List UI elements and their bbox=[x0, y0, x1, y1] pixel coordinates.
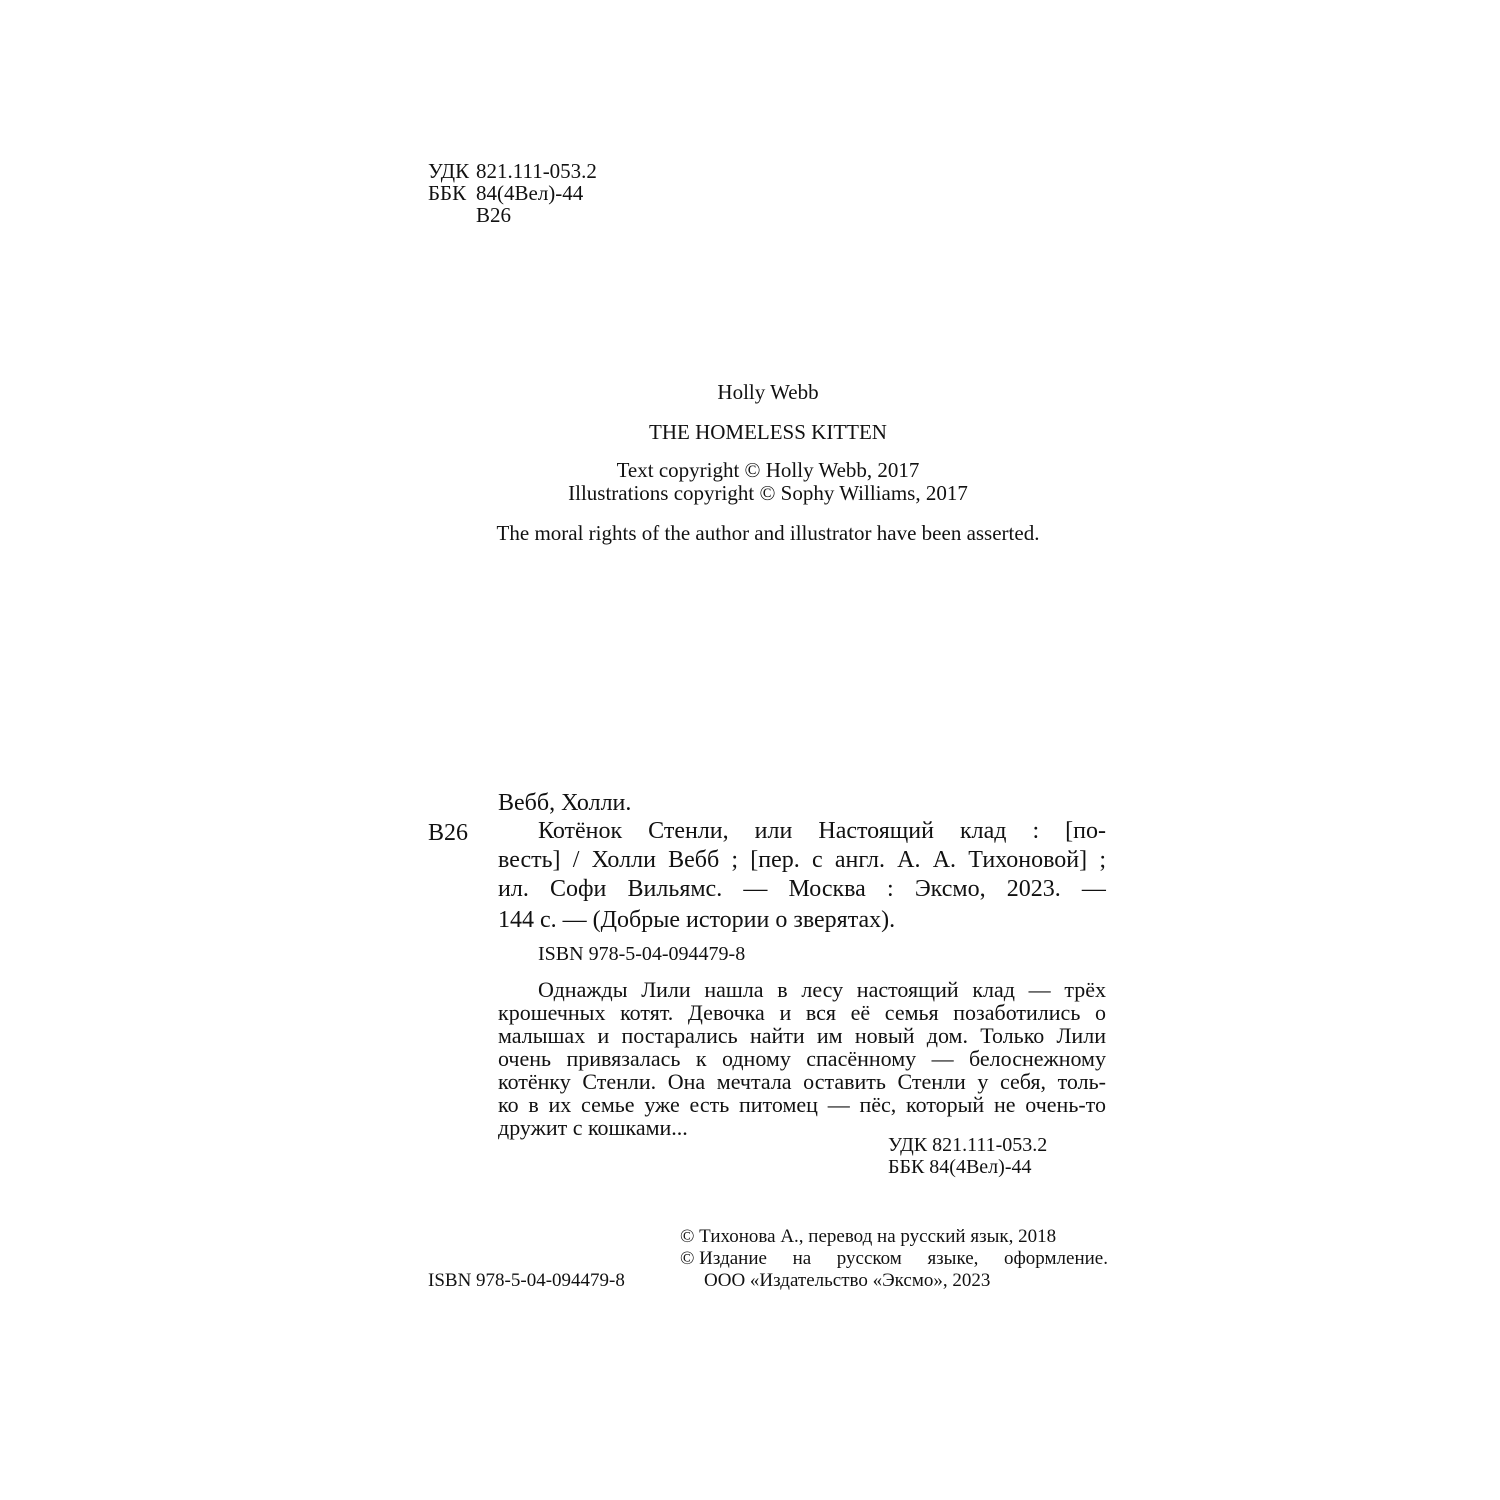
bbk-value: 84(4Вел)-44 bbox=[476, 181, 584, 205]
annotation-word: не bbox=[993, 1092, 1016, 1117]
udk-label: УДК bbox=[428, 159, 470, 183]
catalog-description-word: ; bbox=[731, 847, 739, 873]
catalog-description-word: / bbox=[572, 847, 580, 873]
annotation-word: привязалась bbox=[566, 1046, 681, 1071]
annotation-word: Лили bbox=[1056, 1023, 1106, 1048]
text-copyright: Text copyright © Holly Webb, 2017 bbox=[616, 458, 920, 482]
annotation-word: Девочка bbox=[687, 1000, 765, 1025]
annotation-word: — bbox=[1028, 977, 1051, 1002]
annotation-word: её bbox=[850, 1000, 871, 1025]
translation-copyright: © Тихонова А., перевод на русский язык, 2018 bbox=[680, 1226, 1057, 1247]
annotation-word: к bbox=[695, 1046, 707, 1071]
catalog-description-word: Москва bbox=[788, 876, 866, 902]
original-author: Holly Webb bbox=[717, 380, 819, 404]
illustrations-copyright: Illustrations copyright © Sophy Williams, 2017 bbox=[568, 481, 968, 505]
annotation-word: малышах bbox=[498, 1023, 586, 1048]
catalog-description-line bbox=[538, 818, 1106, 845]
bbk-line bbox=[428, 182, 597, 204]
catalog-author-mark: В26 bbox=[428, 820, 469, 846]
annotation-word: нашла bbox=[704, 977, 764, 1002]
annotation-word: клад bbox=[972, 977, 1015, 1002]
edition-copyright-word: на bbox=[792, 1248, 812, 1269]
annotation-word: у bbox=[977, 1069, 989, 1094]
annotation-word: семье bbox=[581, 1092, 635, 1117]
catalog-description-word: : bbox=[887, 876, 894, 902]
edition-copyright-word: © Издание bbox=[680, 1248, 767, 1269]
original-title: THE HOMELESS KITTEN bbox=[649, 420, 887, 444]
annotation-word: ко bbox=[498, 1092, 519, 1117]
annotation-word: Стенли. bbox=[582, 1069, 657, 1094]
catalog-description-word: ; bbox=[1099, 847, 1106, 873]
annotation-word: который bbox=[906, 1092, 985, 1117]
moral-rights-notice: The moral rights of the author and illustrator have been asserted. bbox=[496, 521, 1040, 545]
edition-copyright-word: языке, bbox=[927, 1248, 979, 1269]
catalog-description-last: 144 с. — (Добрые истории о зверятах). bbox=[498, 907, 896, 933]
annotation-word: позаботились bbox=[953, 1000, 1081, 1025]
footer-isbn: ISBN 978-5-04-094479-8 bbox=[428, 1270, 625, 1291]
catalog-description-word: А. bbox=[897, 847, 921, 873]
catalog-description-word: — bbox=[743, 876, 768, 902]
classification-block bbox=[428, 160, 597, 226]
annotation-word: оставить bbox=[803, 1069, 886, 1094]
catalog-description-word: Котёнок bbox=[538, 818, 623, 844]
annotation-word: пёс, bbox=[859, 1092, 897, 1117]
annotation-word: найти bbox=[749, 1023, 805, 1048]
annotation-word: о bbox=[1094, 1000, 1106, 1025]
annotation-word: трёх bbox=[1064, 977, 1106, 1002]
annotation-word: Стенли bbox=[897, 1069, 966, 1094]
catalog-description-word: 2023. bbox=[1006, 876, 1061, 902]
catalog-description-line bbox=[498, 847, 1106, 874]
catalog-description-word: Вильямс. bbox=[627, 876, 723, 902]
catalog-description-word: : bbox=[1032, 818, 1040, 844]
annotation-word: в bbox=[528, 1092, 539, 1117]
edition-copyright bbox=[680, 1248, 1108, 1270]
annotation-word: толь- bbox=[1057, 1069, 1106, 1094]
annotation-word: — bbox=[931, 1046, 954, 1071]
catalog-description-word: или bbox=[754, 818, 793, 844]
edition-copyright-word: русском bbox=[836, 1248, 902, 1269]
annotation-last: дружит с кошками... bbox=[498, 1115, 688, 1140]
annotation-word: постарались bbox=[621, 1023, 738, 1048]
annotation-word: котят. bbox=[620, 1000, 674, 1025]
annotation-word: крошечных bbox=[498, 1000, 606, 1025]
catalog-description-word: [пер. bbox=[750, 847, 800, 873]
udk-value: 821.111-053.2 bbox=[476, 159, 597, 183]
catalog-description-word: с bbox=[812, 847, 823, 873]
annotation-word: их bbox=[548, 1092, 572, 1117]
annotation-word: и bbox=[597, 1023, 610, 1048]
catalog-description-word: клад bbox=[959, 818, 1007, 844]
catalog-bbk: ББК 84(4Вел)-44 bbox=[888, 1156, 1032, 1178]
catalog-description-word: Настоящий bbox=[818, 818, 934, 844]
catalog-udk: УДК 821.111-053.2 bbox=[888, 1134, 1048, 1156]
catalog-author-heading: Вебб, Холли. bbox=[498, 790, 632, 816]
catalog-description-word: англ. bbox=[834, 847, 885, 873]
annotation-word: в bbox=[777, 977, 788, 1002]
bbk-label: ББК bbox=[428, 181, 467, 205]
catalog-description-word: Вебб bbox=[668, 847, 720, 873]
author-mark-line bbox=[428, 204, 597, 226]
annotation-word: котёнку bbox=[498, 1069, 571, 1094]
annotation-word: настоящий bbox=[856, 977, 959, 1002]
catalog-description-word: ил. bbox=[498, 876, 529, 902]
annotation-word: лесу bbox=[801, 977, 844, 1002]
annotation-word: и bbox=[779, 1000, 792, 1025]
author-mark: В26 bbox=[476, 203, 512, 227]
annotation-word: дом. bbox=[926, 1023, 968, 1048]
catalog-isbn: ISBN 978-5-04-094479-8 bbox=[538, 943, 746, 965]
annotation-word: очень-то bbox=[1025, 1092, 1106, 1117]
udk-line bbox=[428, 160, 597, 182]
annotation-word: Однажды bbox=[538, 977, 628, 1002]
catalog-description-word: Холли bbox=[591, 847, 656, 873]
annotation-word: спасённому bbox=[806, 1046, 917, 1071]
catalog-description-word: [по- bbox=[1065, 818, 1106, 844]
publisher-copyright: ООО «Издательство «Эксмо», 2023 bbox=[704, 1270, 991, 1291]
catalog-description-word: Софи bbox=[549, 876, 607, 902]
catalog-description-word: А. bbox=[932, 847, 957, 873]
annotation-word: Только bbox=[980, 1023, 1045, 1048]
annotation-word: очень bbox=[498, 1046, 552, 1071]
catalog-description-word: Стенли, bbox=[648, 818, 729, 844]
catalog-description-word: Эксмо, bbox=[914, 876, 986, 902]
annotation-word: Она bbox=[667, 1069, 706, 1094]
annotation-word: вся bbox=[805, 1000, 836, 1025]
annotation-word: — bbox=[827, 1092, 850, 1117]
annotation-word: питомец bbox=[739, 1092, 818, 1117]
annotation-word: семья bbox=[884, 1000, 939, 1025]
catalog-description-word: — bbox=[1081, 876, 1106, 902]
annotation-word: есть bbox=[689, 1092, 730, 1117]
annotation-word: мечтала bbox=[716, 1069, 792, 1094]
edition-copyright-word: оформление. bbox=[1004, 1248, 1108, 1269]
annotation-word: уже bbox=[644, 1092, 680, 1117]
catalog-description-word: весть] bbox=[498, 847, 561, 873]
annotation-word: новый bbox=[854, 1023, 915, 1048]
annotation-word: одному bbox=[722, 1046, 791, 1071]
catalog-description-line bbox=[498, 876, 1106, 903]
annotation-word: Лили bbox=[641, 977, 691, 1002]
annotation-word: себя, bbox=[999, 1069, 1047, 1094]
annotation-word: им bbox=[816, 1023, 843, 1048]
annotation-word: белоснежному bbox=[969, 1046, 1106, 1071]
catalog-description-word: Тихоновой] bbox=[968, 847, 1088, 873]
